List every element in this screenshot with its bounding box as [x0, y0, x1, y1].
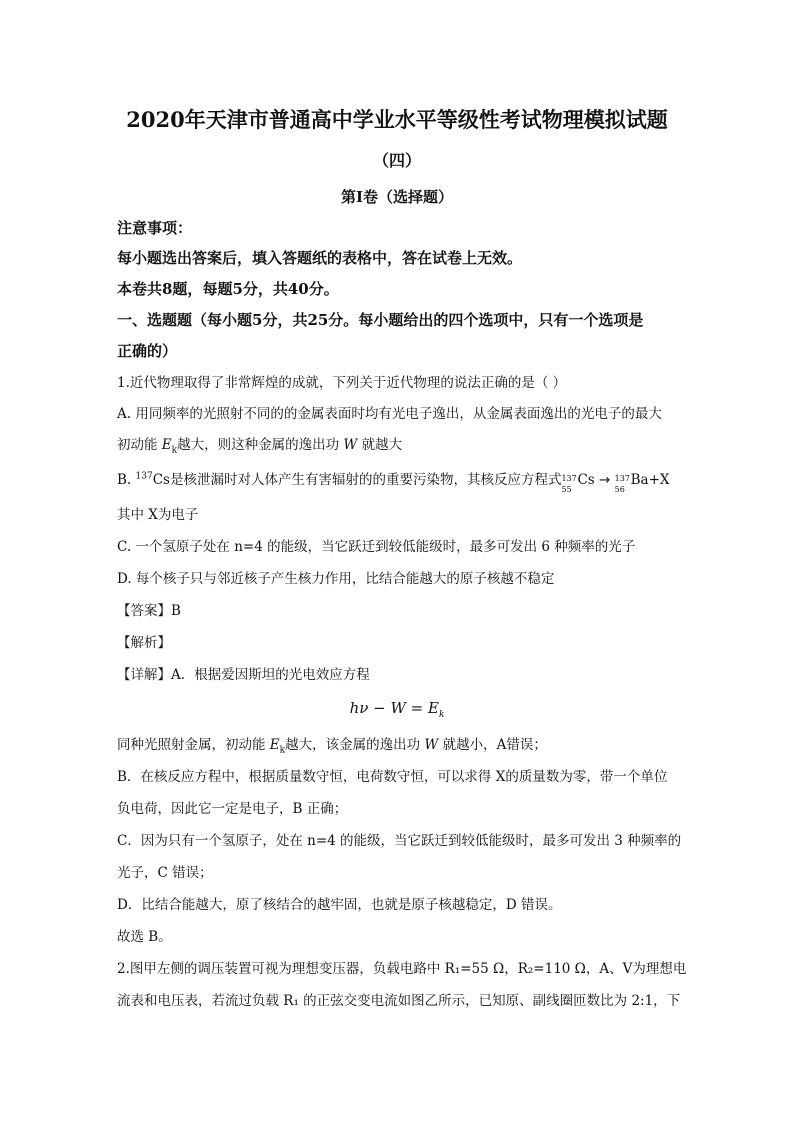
ba-nuclide: 137 56 [614, 473, 630, 494]
q1-detail-a: 【详解】A．根据爱因斯坦的光电效应方程 [117, 667, 370, 683]
q1-option-c: C. 一个氢原子处在 n=4 的能级，当它跃迁到较低能级时，最多可发出 6 种频率的光子 [117, 539, 636, 555]
q2-line-2: 流表和电压表，若流过负载 R₁ 的正弦交变电流如图乙所示，已知原、副线圈匝数比为 2:1，下 [117, 993, 681, 1009]
volume-heading: 第Ⅰ卷（选择题） [340, 188, 454, 206]
q1-expl-b-line-2: 负电荷，因此它一定是电子，B 正确； [117, 801, 348, 817]
q1-expl-a: 同种光照射金属，初动能 $E_k$越大，该金属的逸出功 W 就越小，A错误； [117, 737, 547, 756]
section-heading-line-2: 正确的） [117, 342, 178, 360]
q1-answer: 【答案】B [117, 603, 181, 619]
q1-expl-b-line-1: B．在核反应方程中，根据质量数守恒，电荷数守恒，可以求得 X的质量数为零，带一个单位 [117, 769, 668, 785]
q1-analysis-label: 【解析】 [117, 635, 171, 651]
q1-option-d: D. 每个核子只与邻近核子产生核力作用，比结合能越大的原子核越不稳定 [117, 571, 555, 587]
photoelectric-equation: $h\nu - W = E_k$ [349, 699, 445, 720]
title-part: （四） [372, 151, 421, 170]
q2-line-1: 2.图甲左侧的调压装置可视为理想变压器，负载电路中 R₁=55 Ω，R₂=110 Ω，A、V为理想电 [117, 961, 687, 977]
q1-expl-d: D．比结合能越大，原了核结合的越牢固，也就是原子核越稳定，D 错误。 [117, 897, 562, 913]
q1-option-b-line-2: 其中 X为电子 [117, 507, 199, 523]
q1-conclusion: 故选 B。 [117, 929, 172, 945]
q1-option-b-line-1: B. $^{137}$Cs是核泄漏时对人体产生有害辐射的的重要污染物，其核反应方程式 137 55 Cs → 137 56 Ba+X [117, 471, 670, 494]
q1-option-a-line-2: 初动能 $E_k$越大，则这种金属的逸出功 W 就越大 [117, 437, 403, 456]
cs-nuclide: 137 55 [561, 473, 577, 494]
page-title: 2020年天津市普通高中学业水平等级性考试物理模拟试题 [126, 107, 668, 132]
section-heading-line-1: 一、选题题（每小题5分，共25分。每小题给出的四个选项中，只有一个选项是 [117, 311, 644, 329]
q1-stem: 1.近代物理取得了非常辉煌的成就，下列关于近代物理的说法正确的是（ ） [117, 375, 567, 391]
q1-expl-c-line-2: 光子，C 错误； [117, 865, 213, 881]
q1-option-a-line-1: A. 用同频率的光照射不同的的金属表面时均有光电子逸出，从金属表面逸出的光电子的最大 [117, 406, 662, 422]
notice-heading: 注意事项： [117, 219, 193, 237]
notice-line-2: 本卷共8题，每题5分，共40分。 [117, 280, 339, 298]
q1-expl-c-line-1: C．因为只有一个氢原子，处在 n=4 的能级，当它跃迁到较低能级时，最多可发出 3 种频率的 [117, 833, 682, 849]
reaction-arrow: → [599, 472, 611, 488]
notice-line-1: 每小题选出答案后，填入答题纸的表格中，答在试卷上无效。 [117, 249, 523, 267]
